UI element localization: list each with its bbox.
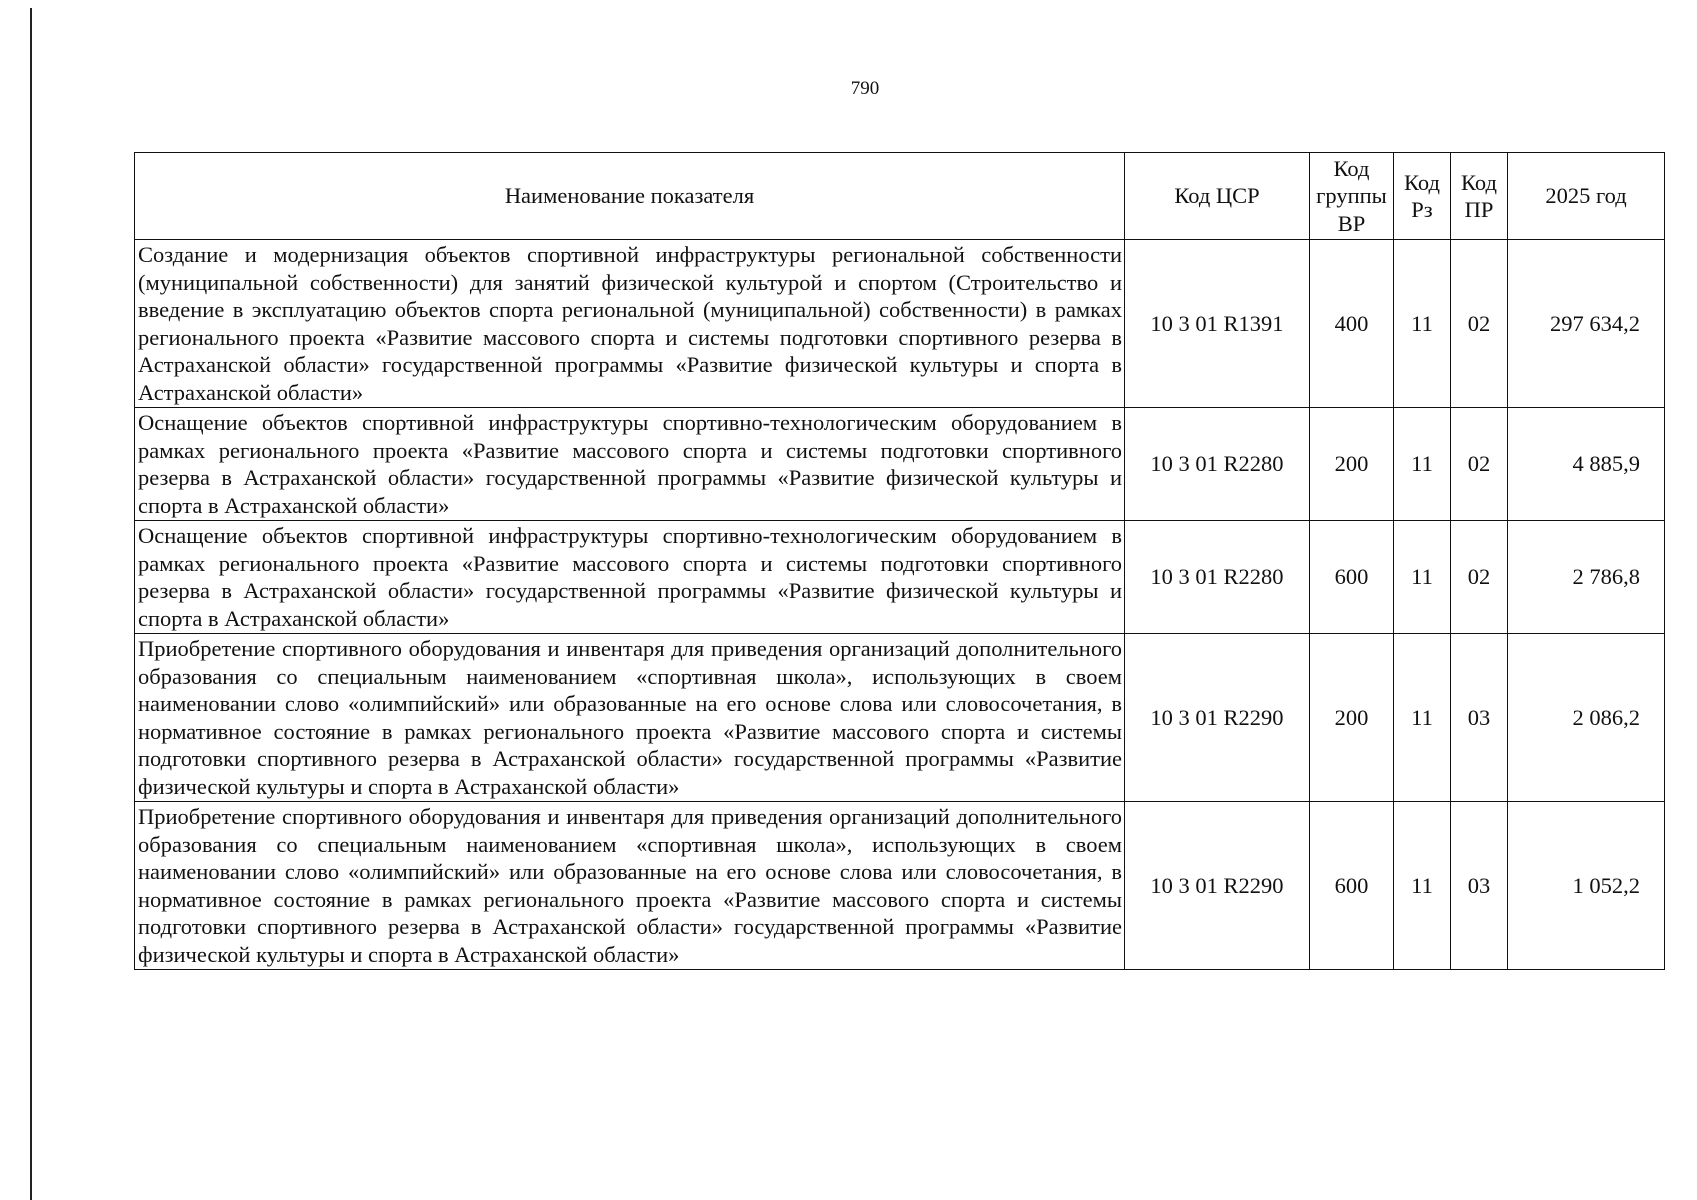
table-row: [135, 240, 1665, 408]
csr-code: 10 3 01 R2280: [1125, 408, 1310, 521]
pr-code: 02: [1451, 408, 1508, 521]
pr-code: 02: [1451, 521, 1508, 634]
amount-2025: 4 885,9: [1508, 408, 1665, 521]
header-name: Наименование показателя: [135, 153, 1125, 240]
rz-code: 11: [1394, 408, 1451, 521]
header-csr: Код ЦСР: [1125, 153, 1310, 240]
table-header-row: [135, 153, 1665, 240]
indicator-name: Оснащение объектов спортивной инфраструктуры спортивно-технологическим оборудованием в рамках регионального проекта «Развитие массового спорта и системы подготовки спортивного резерва в Астраханской области» государственной программы «Развитие физической культуры и спорта в Астраханской области»: [135, 408, 1125, 521]
vr-code: 600: [1310, 521, 1394, 634]
header-vr: Код группы ВР: [1310, 153, 1394, 240]
page-number: 790: [850, 78, 880, 99]
header-rz: Код Рз: [1394, 153, 1451, 240]
pr-code: 03: [1451, 802, 1508, 970]
table-row: [135, 408, 1665, 521]
csr-code: 10 3 01 R2290: [1125, 634, 1310, 802]
vr-code: 200: [1310, 634, 1394, 802]
table-row: [135, 521, 1665, 634]
amount-2025: 2 086,2: [1508, 634, 1665, 802]
rz-code: 11: [1394, 634, 1451, 802]
rz-code: 11: [1394, 802, 1451, 970]
table-row: [135, 634, 1665, 802]
vr-code: 400: [1310, 240, 1394, 408]
amount-2025: 2 786,8: [1508, 521, 1665, 634]
header-pr: Код ПР: [1451, 153, 1508, 240]
pr-code: 02: [1451, 240, 1508, 408]
budget-table: [134, 152, 1665, 970]
indicator-name: Приобретение спортивного оборудования и инвентаря для приведения организаций дополнительного образования со специальным наименованием «спортивная школа», использующих в своем наименовании слово «олимпийский» или образованные на его основе слова или словосочетания, в нормативное состояние в рамках регионального проекта «Развитие массового спорта и системы подготовки спортивного резерва в Астраханской области» государственной программы «Развитие физической культуры и спорта в Астраханской области»: [135, 802, 1125, 970]
vr-code: 200: [1310, 408, 1394, 521]
rz-code: 11: [1394, 240, 1451, 408]
vr-code: 600: [1310, 802, 1394, 970]
csr-code: 10 3 01 R2280: [1125, 521, 1310, 634]
pr-code: 03: [1451, 634, 1508, 802]
table-row: [135, 802, 1665, 970]
amount-2025: 1 052,2: [1508, 802, 1665, 970]
indicator-name: Оснащение объектов спортивной инфраструктуры спортивно-технологическим оборудованием в рамках регионального проекта «Развитие массового спорта и системы подготовки спортивного резерва в Астраханской области» государственной программы «Развитие физической культуры и спорта в Астраханской области»: [135, 521, 1125, 634]
csr-code: 10 3 01 R2290: [1125, 802, 1310, 970]
binding-margin-line: [30, 8, 32, 1200]
rz-code: 11: [1394, 521, 1451, 634]
csr-code: 10 3 01 R1391: [1125, 240, 1310, 408]
amount-2025: 297 634,2: [1508, 240, 1665, 408]
header-year: 2025 год: [1508, 153, 1665, 240]
indicator-name: Приобретение спортивного оборудования и инвентаря для приведения организаций дополнительного образования со специальным наименованием «спортивная школа», использующих в своем наименовании слово «олимпийский» или образованные на его основе слова или словосочетания, в нормативное состояние в рамках регионального проекта «Развитие массового спорта и системы подготовки спортивного резерва в Астраханской области» государственной программы «Развитие физической культуры и спорта в Астраханской области»: [135, 634, 1125, 802]
indicator-name: Создание и модернизация объектов спортивной инфраструктуры региональной собственности (муниципальной собственности) для занятий физической культурой и спортом (Строительство и введение в эксплуатацию объектов спорта региональной (муниципальной) собственности) в рамках регионального проекта «Развитие массового спорта и системы подготовки спортивного резерва в Астраханской области» государственной программы «Развитие физической культуры и спорта в Астраханской области»: [135, 240, 1125, 408]
